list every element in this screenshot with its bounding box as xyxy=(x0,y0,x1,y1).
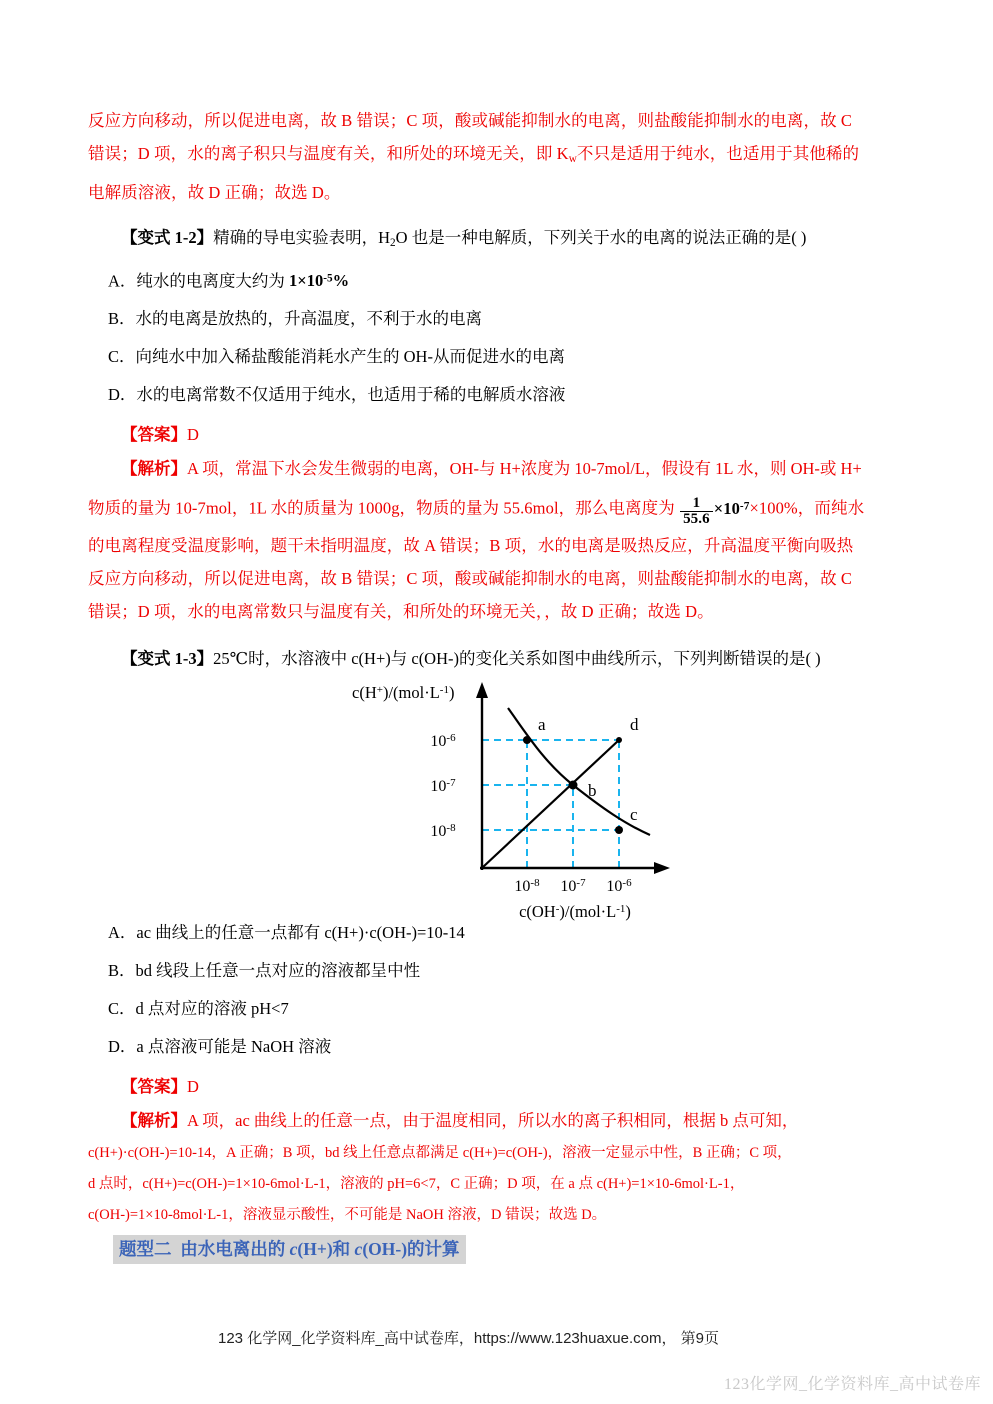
analysis-power-sup: -7 xyxy=(739,500,750,513)
question-1-2-analysis-line-5: 错误；D 项，水的电离常数只与温度有关，和所处的环境无关，，故 D 正确；故选 D。 xyxy=(88,602,714,621)
q13-analysis-text-1: A 项，ac 曲线上的任意一点，由于温度相同，所以水的离子积相同，根据 b 点可知， xyxy=(187,1111,799,1130)
kw-subscript: w xyxy=(568,152,577,165)
chart-ytick-1e-7: $10^{-7}$ xyxy=(430,777,456,795)
option-a-formula xyxy=(289,271,349,290)
answer-tag: 【答案】 xyxy=(121,425,187,445)
question-1-2-answer xyxy=(88,418,906,452)
section-heading-c1: c xyxy=(289,1239,298,1259)
analysis-text-2a: 物质的量为 10-7mol，1L 水的质量为 1000g，物质的量为 55.6mol，那么电离度为 xyxy=(88,499,680,518)
option-d-text: 水的电离常数不仅适用于纯水，也适用于稀的电解质水溶液 xyxy=(136,385,566,405)
question-1-2-analysis-line-3: 的电离程度受温度影响，题干未指明温度，故 A 错误；B 项，水的电离是吸热反应，升高温度平衡向吸热 xyxy=(88,536,854,555)
section-heading-mid: 和 xyxy=(332,1239,355,1259)
option-a-label: A． xyxy=(108,271,137,291)
analysis-tag: 【解析】 xyxy=(121,459,187,479)
question-1-2-stem xyxy=(88,221,906,260)
question-1-3-option-c xyxy=(88,990,906,1028)
option-a-text: 纯水的电离度大约为 xyxy=(136,271,290,291)
top-analysis-line-2a: 错误；D 项，水的离子积只与温度有关，和所处的环境无关，即 K xyxy=(88,144,569,163)
q13-option-a-text: ac 曲线上的任意一点都有 c(H+)·c(OH-)=10-14 xyxy=(136,923,465,942)
document-content xyxy=(88,104,906,1231)
h2o-subscript: 2 xyxy=(390,236,396,249)
chart-label-b: b xyxy=(588,781,597,800)
question-1-3-option-b xyxy=(88,952,906,990)
option-a-formula-tail: % xyxy=(332,271,350,291)
fraction-denominator: 55.6 xyxy=(680,511,713,528)
question-1-2-tag: 【变式 1-2】 xyxy=(121,227,214,247)
chart-xtick-1e-6: $10^{-6}$ xyxy=(606,877,632,895)
question-1-2-option-b xyxy=(88,300,906,338)
option-c-label: C． xyxy=(108,347,136,367)
top-analysis-line-2 xyxy=(88,137,906,176)
analysis-power-base: ×10 xyxy=(713,499,740,518)
chart-point-c xyxy=(615,826,623,834)
section-heading-title-a: 由水电离出的 xyxy=(180,1239,290,1259)
question-1-3-stem-text: 25℃时，水溶液中 c(H+)与 c(OH-)的变化关系如图中曲线所示，下列判断错误的是( ) xyxy=(213,649,821,668)
question-1-3-analysis-line-3: d 点时，c(H+)=c(OH-)=1×10-6mol·L-1，溶液的 pH=6<7，C 正确；D 项，在 a 点 c(H+)=1×10-6mol·L-1， xyxy=(88,1176,745,1192)
fraction-numerator: 1 xyxy=(692,494,701,511)
chart-label-c: c xyxy=(630,805,638,824)
section-heading-h-plus: (H+) xyxy=(297,1239,333,1259)
chart-point-d xyxy=(616,737,622,743)
chart-label-d: d xyxy=(630,715,639,734)
answer-value: D xyxy=(187,425,199,445)
question-1-2-option-c xyxy=(88,338,906,376)
q13-option-a-label: A． xyxy=(108,923,137,942)
chart-xtick-1e-8: $10^{-8}$ xyxy=(514,877,540,895)
option-a-formula-base: 1×10 xyxy=(289,271,324,291)
x-axis-arrow-icon xyxy=(654,862,670,874)
question-1-3-answer xyxy=(88,1070,906,1104)
question-1-2-analysis-line-1 xyxy=(88,452,906,486)
chart-point-a xyxy=(523,736,531,744)
q13-analysis-tag: 【解析】 xyxy=(121,1111,187,1130)
question-1-3-tag: 【变式 1-3】 xyxy=(121,649,214,668)
section-heading-prefix: 题型二 xyxy=(119,1239,172,1259)
top-analysis-line-1: 反应方向移动，所以促进电离，故 B 错误；C 项，酸或碱能抑制水的电离，则盐酸能抑制水的电离，故 C xyxy=(88,111,853,130)
q13-option-c-text: d 点对应的溶液 pH<7 xyxy=(135,999,289,1018)
section-heading-type-2 xyxy=(113,1235,466,1264)
question-1-2-analysis-line-2 xyxy=(88,486,906,529)
chart-y-axis-label: $c(H^+)/(mol\cdot L^{-1})$ xyxy=(352,683,455,702)
analysis-text-1: A 项，常温下水会发生微弱的电离，OH-与 H+浓度为 10-7mol/L，假设有 1L 水，则 OH-或 H+ xyxy=(187,459,862,479)
question-1-2-option-a xyxy=(88,260,906,301)
q13-option-d-text: a 点溶液可能是 NaOH 溶液 xyxy=(136,1037,332,1056)
page-footer: 123 化学网_化学资料库_高中试卷库，https://www.123huaxue.com， 第9页 xyxy=(218,1330,719,1347)
question-1-3-stem xyxy=(88,642,906,676)
question-1-3-analysis-line-4: c(OH-)=1×10-8mol·L-1，溶液显示酸性，不可能是 NaOH 溶液，D 错误；故选 D。 xyxy=(88,1207,607,1223)
fraction-1-over-55-6 xyxy=(680,496,713,529)
q13-answer-value: D xyxy=(187,1077,199,1096)
question-1-2-stem-a: 精确的导电实验表明，H xyxy=(213,227,391,247)
question-1-3-analysis-line-1 xyxy=(88,1104,906,1138)
question-1-3-analysis-line-2: c(H+)·c(OH-)=10-14，A 正确；B 项，bd 线上任意点都满足 c(H+)=c(OH-)，溶液一定显示中性，B 正确；C 项， xyxy=(88,1145,792,1161)
question-1-2-option-d xyxy=(88,376,906,414)
q13-option-c-label: C． xyxy=(108,999,136,1018)
option-d-label: D． xyxy=(108,385,137,405)
q13-option-b-label: B． xyxy=(108,961,136,980)
option-c-text: 向纯水中加入稀盐酸能消耗水产生的 OH-从而促进水的电离 xyxy=(135,347,565,367)
section-heading-c2: c xyxy=(354,1239,363,1259)
chart-curve-ac xyxy=(508,708,650,835)
chart-x-axis-label: $c(OH^-)/(mol\cdot L^{-1})$ xyxy=(519,902,631,921)
section-heading-title-b: 的计算 xyxy=(407,1239,460,1259)
section-heading-oh: (OH-) xyxy=(362,1239,408,1259)
option-b-text: 水的电离是放热的，升高温度，不利于水的电离 xyxy=(135,309,483,329)
analysis-power-term xyxy=(714,499,750,518)
chart-ytick-1e-8: $10^{-8}$ xyxy=(430,822,456,840)
watermark: 123化学网_化学资料库_高中试卷库 xyxy=(723,1376,981,1393)
y-axis-arrow-icon xyxy=(476,682,488,698)
chart-label-a: a xyxy=(538,715,546,734)
question-1-2-stem-b: O 也是一种电解质，下列关于水的电离的说法正确的是( ) xyxy=(395,227,807,247)
option-a-formula-sup: -5 xyxy=(323,272,333,285)
top-analysis-line-3: 电解质溶液，故 D 正确；故选 D。 xyxy=(88,182,341,202)
q13-option-d-label: D． xyxy=(108,1037,137,1056)
option-b-label: B． xyxy=(108,309,136,329)
chart-ytick-1e-6: $10^{-6}$ xyxy=(430,732,456,750)
ion-concentration-chart xyxy=(330,678,720,923)
chart-point-b xyxy=(569,781,578,790)
q13-answer-tag: 【答案】 xyxy=(121,1077,187,1096)
q13-option-b-text: bd 线段上任意一点对应的溶液都呈中性 xyxy=(135,961,421,980)
top-analysis-line-2b: 不只是适用于纯水，也适用于其他稀的 xyxy=(576,144,860,163)
analysis-text-2b: ×100%，而纯水 xyxy=(749,499,865,518)
question-1-2-analysis-line-4: 反应方向移动，所以促进电离，故 B 错误；C 项，酸或碱能抑制水的电离，则盐酸能抑制水的电离，故 C xyxy=(88,569,853,588)
question-1-3-option-d xyxy=(88,1028,906,1066)
chart-xtick-1e-7: $10^{-7}$ xyxy=(560,877,586,895)
